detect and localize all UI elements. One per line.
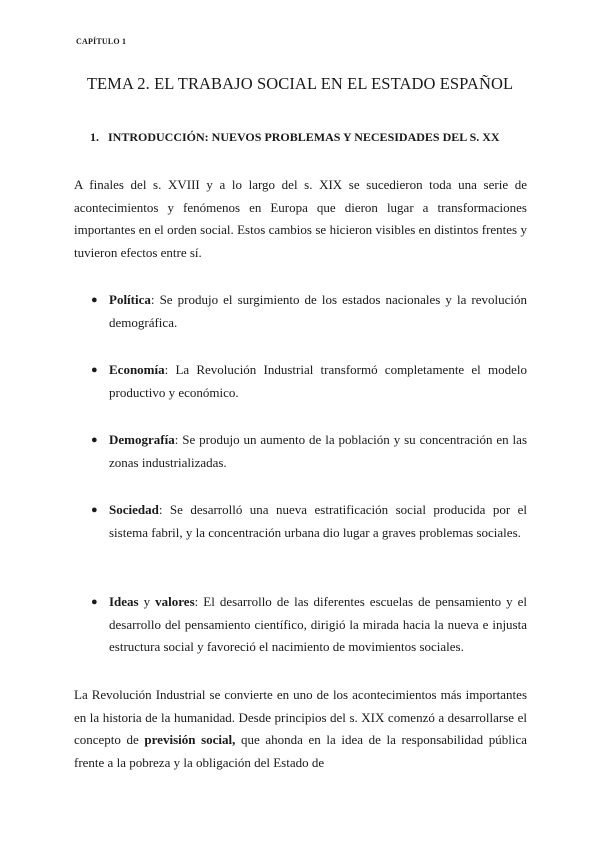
list-item xyxy=(91,591,528,659)
intro-paragraph: A finales del s. XVIII y a lo largo del s. XIX se sucedieron toda una serie de acontecimientos y fenómenos en Europa que dieron lugar a transformaciones importantes en el orden social. Estos cambios se hicieron visibles en distintos frentes y tuvieron efectos entre sí. xyxy=(74,177,527,261)
bullet-icon: ● xyxy=(91,504,98,516)
bullet-term: Ideas xyxy=(109,594,139,609)
bullet-term: Demografía xyxy=(109,432,175,447)
closing-emphasis: previsión social, xyxy=(144,732,236,748)
chapter-label: CAPÍTULO 1 xyxy=(76,37,127,46)
list-item xyxy=(91,499,527,544)
closing-paragraph xyxy=(74,684,527,775)
bullet-icon: ● xyxy=(91,596,98,608)
bullet-text: : La Revolución Industrial transformó completamente el modelo productivo y económico. xyxy=(109,362,527,400)
section-heading-text: INTRODUCCIÓN: NUEVOS PROBLEMAS Y NECESIDADES DEL S. XX xyxy=(108,130,500,144)
section-heading xyxy=(90,130,500,145)
list-item xyxy=(91,289,527,334)
bullet-text: : Se produjo el surgimiento de los estados nacionales y la revolución demográfica. xyxy=(109,292,527,330)
bullet-icon: ● xyxy=(91,294,98,306)
bullet-icon: ● xyxy=(91,434,98,446)
bullet-text: : Se desarrolló una nueva estratificación social producida por el sistema fabril, y la concentración urbana dio lugar a graves problemas sociales. xyxy=(109,502,527,540)
bullet-term: Sociedad xyxy=(109,502,159,517)
bullet-term: Economía xyxy=(109,362,165,377)
section-number: 1. xyxy=(90,130,99,144)
bullet-connector: y xyxy=(138,594,156,609)
closing-text-before: La Revolución Industrial se convierte en uno de los acontecimientos más importantes en la historia de la humanidad. Desde principios del s. XIX comenzó a desarrollarse el concepto de xyxy=(74,687,527,748)
bullet-text: : Se produjo un aumento de la población y su concentración en las zonas industrializadas. xyxy=(109,432,527,470)
closing-text-after: que ahonda en la idea de la responsabilidad pública frente a la pobreza y la obligación del Estado de xyxy=(74,732,527,771)
list-item xyxy=(91,359,527,404)
bullet-text: : El desarrollo de las diferentes escuelas de pensamiento y el desarrollo del pensamiento científico, dirigió la mirada hacia la nueva e injusta estructura social y favoreció el nacimiento de movimientos sociales. xyxy=(109,594,528,655)
bullet-term-2: valores xyxy=(155,594,195,609)
page-title: TEMA 2. EL TRABAJO SOCIAL EN EL ESTADO ESPAÑOL xyxy=(86,74,514,93)
bullet-term: Política xyxy=(109,292,151,307)
bullet-icon: ● xyxy=(91,364,98,376)
list-item xyxy=(91,429,527,474)
